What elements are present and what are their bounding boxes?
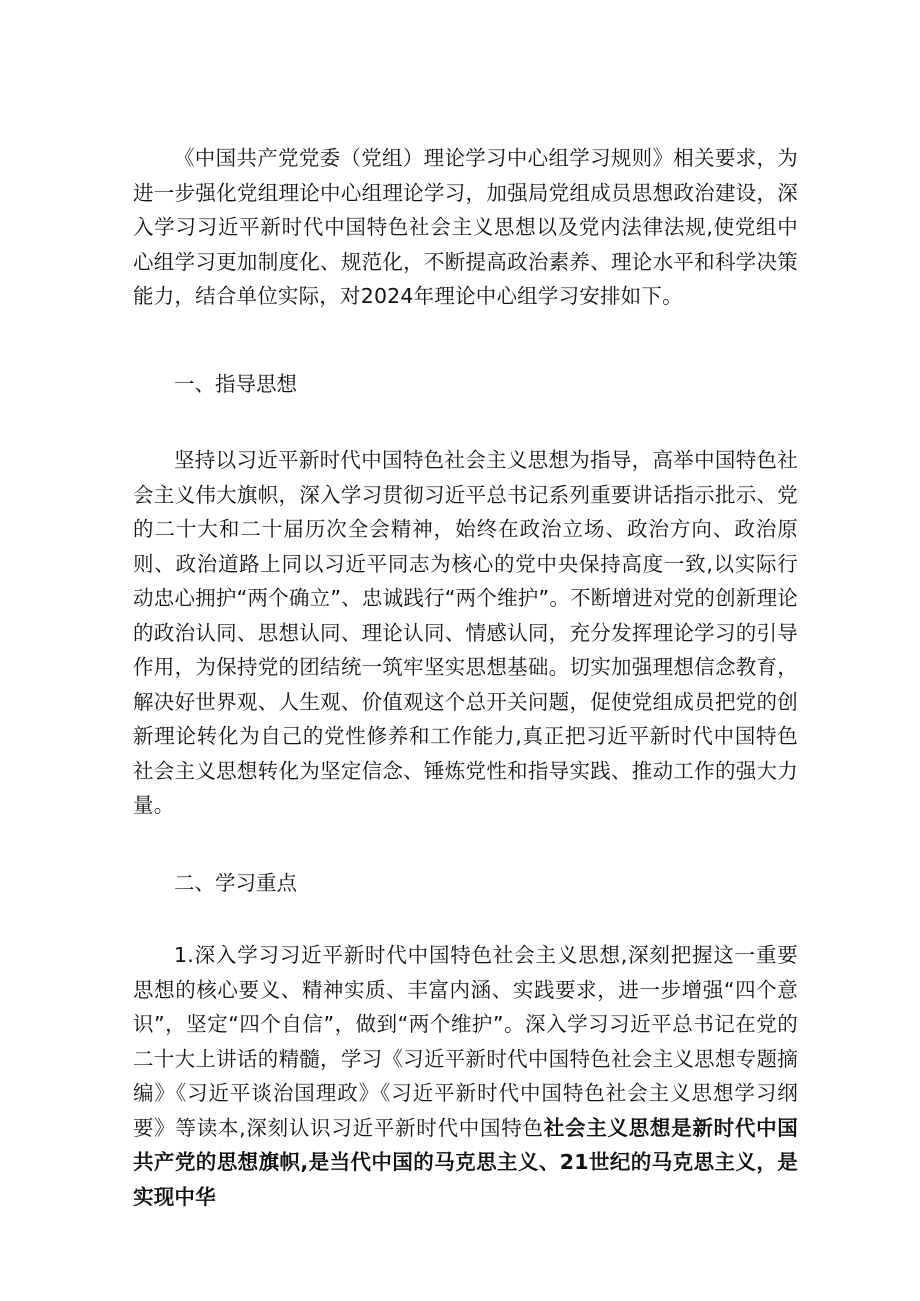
section-heading-guiding-ideology: 一、指导思想 [174, 372, 297, 396]
intro-block [133, 141, 798, 314]
section1-block [133, 443, 798, 823]
section2-block [133, 938, 798, 1214]
item1-normal-text: 1.深入学习习近平新时代中国特色社会主义思想,深刻把握这一重要思想的核心要义、精神实质、丰富内涵、实践要求，进一步增强“四个意识”，坚定“四个自信”，做到“两个维护”。深入学习习近平总书记在党的二十大上讲话的精髓，学习《习近平新时代中国特色社会主义思想专题摘编》《习近平谈治国理政》《习近平新时代中国特色社会主义思想学习纲要》等读本,深刻认识习近平新时代中国特色 [133, 943, 798, 1140]
section2-item1-paragraph [133, 938, 798, 1214]
item1-bold-text: 社会主义思想是新时代中国共产党的思想旗帜,是当代中国的马克思主义、21世纪的马克思主义，是实现中华 [133, 1115, 799, 1209]
intro-paragraph: 《中国共产党党委（党组）理论学习中心组学习规则》相关要求，为进一步强化党组理论中心组理论学习，加强局党组成员思想政治建设，深入学习习近平新时代中国特色社会主义思想以及党内法律法规,使党组中心组学习更加制度化、规范化，不断提高政治素养、理论水平和科学决策能力，结合单位实际，对2024年理论中心组学习安排如下。 [133, 146, 798, 308]
section-heading-study-focus: 二、学习重点 [174, 871, 297, 895]
section1-paragraph: 坚持以习近平新时代中国特色社会主义思想为指导，高举中国特色社会主义伟大旗帜，深入学习贯彻习近平总书记系列重要讲话指示批示、党的二十大和二十届历次全会精神，始终在政治立场、政治方向、政治原则、政治道路上同以习近平同志为核心的党中央保持高度一致,以实际行动忠心拥护“两个确立”、忠诚践行“两个维护”。不断增进对党的创新理论的政治认同、思想认同、理论认同、情感认同，充分发挥理论学习的引导作用，为保持党的团结统一筑牢坚实思想基础。切实加强理想信念教育，解决好世界观、人生观、价值观这个总开关问题，促使党组成员把党的创新理论转化为自己的党性修养和工作能力,真正把习近平新时代中国特色社会主义思想转化为坚定信念、锤炼党性和指导实践、推动工作的强大力量。 [133, 448, 798, 817]
